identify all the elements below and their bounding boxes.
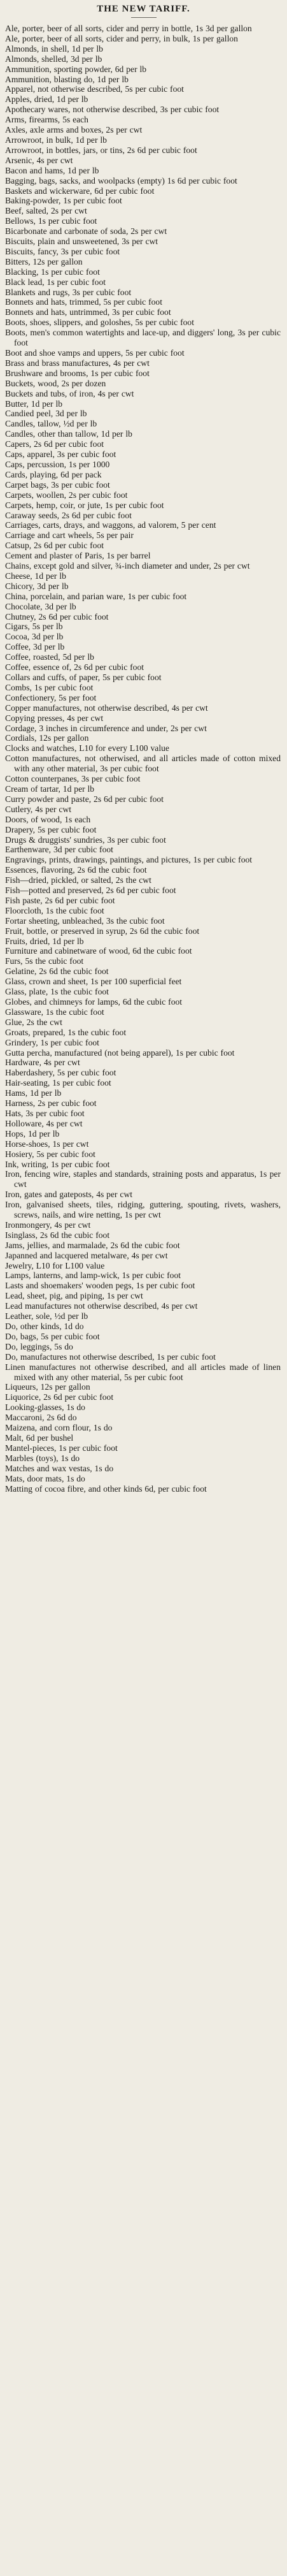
tariff-entry: Iron, galvanised sheets, tiles, ridging, guttering, spouting, rivets, washers, screws, nails, and wire netting, 1s per cwt (5, 1200, 281, 1220)
tariff-entry: Brushware and brooms, 1s per cubic foot (5, 368, 150, 378)
tariff-entry: Ale, porter, beer of all sorts, cider and perry in bottle, 1s 3d per gallon (5, 24, 252, 33)
tariff-entry: Biscuits, fancy, 3s per cubic foot (5, 246, 120, 256)
tariff-entry: Ammunition, blasting do, 1d per lb (5, 74, 129, 84)
tariff-entry: Globes, and chimneys for lamps, 6d the cubic foot (5, 997, 183, 1007)
tariff-entry: Lamps, lanterns, and lamp-wick, 1s per cubic foot (5, 1270, 181, 1281)
tariff-entry: Engravings, prints, drawings, paintings, and pictures, 1s per cubic foot (5, 855, 253, 865)
tariff-entry: Chains, except gold and silver, ¾-inch diameter and under, 2s per cwt (5, 561, 250, 571)
tariff-entry: Fruit, bottle, or preserved in syrup, 2s 6d the cubic foot (5, 926, 200, 936)
tariff-entry: Ammunition, sporting powder, 6d per lb (5, 64, 147, 74)
tariff-entry: Boots, men's common watertights and lace-up, and diggers' long, 3s per cubic foot (5, 328, 281, 348)
tariff-entry: Combs, 1s per cubic foot (5, 682, 94, 692)
tariff-entry: Bicarbonate and carbonate of soda, 2s per cwt (5, 226, 167, 236)
tariff-entry: Apples, dried, 1d per lb (5, 94, 88, 105)
tariff-entry: Capers, 2s 6d per cubic foot (5, 439, 104, 449)
tariff-entry: Drugs & druggists' sundries, 3s per cubic foot (5, 834, 166, 845)
tariff-entry: Do, other kinds, 1d do (5, 1321, 84, 1331)
tariff-entry: Apothecary wares, not otherwise described, 3s per cubic foot (5, 105, 220, 115)
tariff-entry: Maizena, and corn flour, 1s do (5, 1423, 113, 1433)
tariff-entry: Fish—potted and preserved, 2s 6d per cubic foot (5, 885, 176, 896)
tariff-entry: Copying presses, 4s per cwt (5, 713, 104, 723)
tariff-entry: Liqueurs, 12s per gallon (5, 1382, 90, 1392)
tariff-entry: Mantel-pieces, 1s per cubic foot (5, 1443, 118, 1453)
tariff-entry: Fruits, dried, 1d per lb (5, 936, 84, 946)
tariff-entry: Cement and plaster of Paris, 1s per barrel (5, 551, 151, 561)
tariff-entry: Butter, 1d per lb (5, 398, 63, 409)
tariff-entry: Catsup, 2s 6d per cubic foot (5, 541, 104, 551)
tariff-entry: Furs, 5s the cubic foot (5, 956, 84, 966)
tariff-entry: Japanned and lacquered metalware, 4s per cwt (5, 1250, 168, 1260)
tariff-entry: Do, bags, 5s per cubic foot (5, 1331, 100, 1341)
tariff-entry: Cotton manufactures, not otherwised, and all articles made of cotton mixed with any other material, 3s per cubic foot (5, 753, 281, 774)
tariff-entry: Groats, prepared, 1s the cubic foot (5, 1027, 127, 1037)
tariff-entry: Chocolate, 3d per lb (5, 601, 76, 611)
tariff-entry: Collars and cuffs, of paper, 5s per cubic foot (5, 673, 162, 682)
tariff-entry: Clocks and watches, L10 for every L100 value (5, 743, 169, 753)
tariff-entry: Matches and wax vestas, 1s do (5, 1463, 114, 1473)
tariff-entry: Cutlery, 4s per cwt (5, 804, 72, 814)
tariff-entry: Earthenware, 3d per cubic foot (5, 845, 113, 855)
tariff-entry: Bellows, 1s per cubic foot (5, 216, 97, 226)
tariff-entry: Candied peel, 3d per lb (5, 409, 87, 419)
tariff-entry: Hats, 3s per cubic foot (5, 1108, 85, 1118)
tariff-entry: Almonds, shelled, 3d per lb (5, 54, 102, 64)
tariff-entry: Caps, apparel, 3s per cubic foot (5, 449, 116, 460)
tariff-entry: Cards, playing, 6d per pack (5, 469, 102, 479)
tariff-entry: Arms, firearms, 5s each (5, 115, 88, 125)
tariff-entry: Buckets, wood, 2s per dozen (5, 378, 106, 388)
tariff-entry: Bitters, 12s per gallon (5, 256, 83, 266)
tariff-entry: Arsenic, 4s per cwt (5, 155, 73, 165)
tariff-entry: Hosiery, 5s per cubic foot (5, 1149, 95, 1159)
tariff-entry: Drapery, 5s per cubic foot (5, 824, 97, 834)
tariff-entry: Glass, crown and sheet, 1s per 100 superficial feet (5, 977, 182, 987)
tariff-entry: Doors, of wood, 1s each (5, 814, 91, 824)
tariff-entry: Coffee, 3d per lb (5, 642, 65, 652)
tariff-entry: Confectionery, 5s per foot (5, 692, 97, 702)
tariff-entry: Chicory, 3d per lb (5, 581, 69, 591)
tariff-entry: Lasts and shoemakers' wooden pegs, 1s per cubic foot (5, 1281, 195, 1291)
tariff-entry: Harness, 2s per cubic foot (5, 1098, 97, 1109)
tariff-entry: Cordials, 12s per gallon (5, 733, 89, 743)
tariff-entry: Coffee, roasted, 5d per lb (5, 652, 94, 662)
tariff-entry: Carriage and cart wheels, 5s per pair (5, 530, 134, 541)
tariff-entry: Gutta percha, manufactured (not being apparel), 1s per cubic foot (5, 1047, 235, 1058)
tariff-entry: Caps, percussion, 1s per 1000 (5, 459, 110, 469)
tariff-entry: Marbles (toys), 1s do (5, 1453, 80, 1463)
tariff-entry: Blacking, 1s per cubic foot (5, 266, 100, 277)
tariff-entry: Floorcloth, 1s the cubic foot (5, 905, 104, 915)
title-rule (131, 17, 157, 18)
tariff-entry: Iron, fencing wire, staples and standards, straining posts and apparatus, 1s per cwt (5, 1169, 281, 1190)
tariff-entry: Curry powder and paste, 2s 6d per cubic foot (5, 794, 164, 804)
tariff-entry: Haberdashery, 5s per cubic foot (5, 1068, 116, 1078)
tariff-list (0, 24, 287, 1494)
tariff-entry: Boot and shoe vamps and uppers, 5s per cubic foot (5, 348, 185, 358)
tariff-entry: Isinglass, 2s 6d the cubic foot (5, 1230, 110, 1240)
tariff-entry: Glassware, 1s the cubic foot (5, 1007, 104, 1017)
tariff-entry: Grindery, 1s per cubic foot (5, 1037, 99, 1047)
tariff-entry: Ink, writing, 1s per cubic foot (5, 1159, 110, 1169)
tariff-entry: Carpets, hemp, coir, or jute, 1s per cubic foot (5, 500, 164, 510)
tariff-entry: Chutney, 2s 6d per cubic foot (5, 611, 109, 622)
tariff-entry: Cocoa, 3d per lb (5, 632, 64, 642)
tariff-entry: Coffee, essence of, 2s 6d per cubic foot (5, 662, 144, 673)
tariff-entry: Boots, shoes, slippers, and goloshes, 5s per cubic foot (5, 317, 194, 328)
tariff-entry: Hair-seating, 1s per cubic foot (5, 1078, 111, 1088)
tariff-entry: Glass, plate, 1s the cubic foot (5, 987, 109, 997)
tariff-entry: Carpets, woollen, 2s per cubic foot (5, 490, 128, 500)
tariff-entry: Malt, 6d per bushel (5, 1432, 74, 1443)
tariff-entry: Hops, 1d per lb (5, 1128, 60, 1139)
tariff-entry: Gelatine, 2s 6d the cubic foot (5, 966, 109, 977)
tariff-entry: Liquorice, 2s 6d per cubic foot (5, 1392, 114, 1402)
tariff-entry: Hardware, 4s per cwt (5, 1058, 80, 1068)
tariff-entry: Bonnets and hats, untrimmed, 3s per cubic foot (5, 307, 171, 317)
tariff-entry: Bagging, bags, sacks, and woolpacks (empty) 1s 6d per cubic foot (5, 175, 237, 186)
tariff-entry: Arrowroot, in bulk, 1d per lb (5, 135, 107, 145)
tariff-entry: Carriages, carts, drays, and waggons, ad valorem, 5 per cent (5, 520, 216, 530)
tariff-entry: Fortar sheeting, unbleached, 3s the cubic foot (5, 915, 165, 926)
tariff-entry: Looking-glasses, 1s do (5, 1402, 85, 1413)
tariff-entry: Fish—dried, pickled, or salted, 2s the cwt (5, 875, 151, 885)
tariff-entry: Hams, 1d per lb (5, 1088, 62, 1098)
tariff-entry: Brass and brass manufactures, 4s per cwt (5, 358, 150, 368)
tariff-entry: Cotton counterpanes, 3s per cubic foot (5, 774, 141, 784)
tariff-entry: Lead, sheet, pig, and piping, 1s per cwt (5, 1291, 143, 1301)
tariff-entry: Furniture and cabinetware of wood, 6d the cubic foot (5, 946, 192, 956)
tariff-entry: Horse-shoes, 1s per cwt (5, 1139, 89, 1149)
tariff-entry: Cigars, 5s per lb (5, 622, 63, 632)
tariff-entry: Mats, door mats, 1s do (5, 1473, 85, 1483)
tariff-entry: Candles, tallow, ½d per lb (5, 419, 97, 429)
tariff-entry: Bonnets and hats, trimmed, 5s per cubic foot (5, 297, 163, 307)
tariff-entry: Apparel, not otherwise described, 5s per cubic foot (5, 84, 184, 94)
tariff-entry: Buckets and tubs, of iron, 4s per cwt (5, 388, 134, 398)
tariff-entry: Lead manufactures not otherwise described, 4s per cwt (5, 1301, 198, 1311)
tariff-entry: Essences, flavoring, 2s 6d the cubic foot (5, 865, 147, 875)
tariff-entry: Beef, salted, 2s per cwt (5, 206, 87, 216)
tariff-entry: Ale, porter, beer of all sorts, cider and perry, in bulk, 1s per gallon (5, 33, 238, 43)
tariff-entry: Copper manufactures, not otherwise described, 4s per cwt (5, 702, 208, 713)
tariff-entry: Bacon and hams, 1d per lb (5, 165, 99, 175)
tariff-entry: Cheese, 1d per lb (5, 571, 66, 581)
tariff-entry: Biscuits, plain and unsweetened, 3s per cwt (5, 236, 158, 247)
tariff-entry: Jewelry, L10 for L100 value (5, 1260, 105, 1270)
tariff-entry: Axles, axle arms and boxes, 2s per cwt (5, 125, 143, 135)
tariff-entry: Cream of tartar, 1d per lb (5, 783, 95, 794)
tariff-entry: Almonds, in shell, 1d per lb (5, 43, 103, 54)
tariff-entry: Iron, gates and gateposts, 4s per cwt (5, 1190, 133, 1200)
tariff-entry: Linen manufactures not otherwise described, and all articles made of linen mixed with any other material, 5s per cubic foot (5, 1362, 281, 1382)
tariff-entry: Baskets and wickerware, 6d per cubic foot (5, 186, 155, 196)
tariff-entry: Baking-powder, 1s per cubic foot (5, 196, 122, 206)
tariff-entry: Blankets and rugs, 3s per cubic foot (5, 287, 132, 297)
tariff-entry: Caraway seeds, 2s 6d per cubic foot (5, 510, 132, 520)
tariff-entry: Holloware, 4s per cwt (5, 1118, 83, 1128)
tariff-entry: Fish paste, 2s 6d per cubic foot (5, 895, 115, 905)
tariff-entry: Glue, 2s the cwt (5, 1017, 62, 1027)
tariff-entry: China, porcelain, and parian ware, 1s per cubic foot (5, 591, 187, 601)
tariff-entry: Maccaroni, 2s 6d do (5, 1413, 77, 1423)
tariff-entry: Jams, jellies, and marmalade, 2s 6d the cubic foot (5, 1240, 180, 1250)
tariff-entry: Matting of cocoa fibre, and other kinds 6d, per cubic foot (5, 1483, 207, 1494)
tariff-entry: Ironmongery, 4s per cwt (5, 1219, 91, 1230)
tariff-entry: Leather, sole, ½d per lb (5, 1311, 88, 1321)
page-title: THE NEW TARIFF. (97, 4, 190, 14)
tariff-entry: Carpet bags, 3s per cubic foot (5, 479, 110, 490)
tariff-entry: Do, leggings, 5s do (5, 1341, 73, 1351)
tariff-entry: Cordage, 3 inches in circumference and under, 2s per cwt (5, 723, 207, 733)
tariff-entry: Arrowroot, in bottles, jars, or tins, 2s 6d per cubic foot (5, 145, 197, 155)
tariff-entry: Black lead, 1s per cubic foot (5, 277, 106, 287)
tariff-entry: Do, manufactures not otherwise described, 1s per cubic foot (5, 1351, 216, 1362)
tariff-entry: Candles, other than tallow, 1d per lb (5, 429, 132, 439)
